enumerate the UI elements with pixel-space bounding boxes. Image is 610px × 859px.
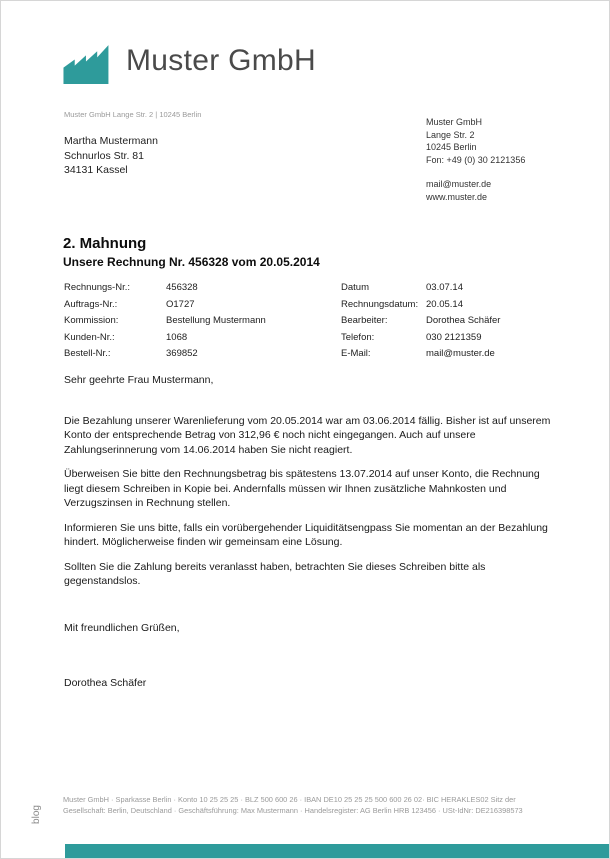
- detail-label: Bestell-Nr.:: [64, 348, 111, 359]
- details-row: [64, 282, 564, 299]
- company-logo-text: Muster GmbH: [126, 43, 316, 77]
- detail-label: Kunden-Nr.:: [64, 331, 115, 343]
- contact-city: 10245 Berlin: [426, 142, 477, 152]
- details-row: [64, 299, 564, 316]
- detail-value: 369852: [166, 348, 198, 359]
- detail-value: mail@muster.de: [426, 348, 495, 359]
- bottom-accent-bar: [65, 844, 609, 858]
- detail-label: Datum: [341, 282, 369, 293]
- detail-label: Kommission:: [64, 315, 119, 326]
- detail-value: 20.05.14: [426, 298, 463, 310]
- detail-label: E-Mail:: [341, 348, 371, 359]
- details-row: [64, 315, 564, 332]
- paragraph: Die Bezahlung unserer Warenlieferung vom 20.05.2014 war am 03.06.2014 fällig. Bisher ist auf unserem Konto der entsprechende Betrag von 312,96 € noch nicht eingegangen. Auch auf unsere Zahlungserinnerung vom 14.06.2014 haben Sie nicht reagiert.: [64, 414, 551, 456]
- recipient-city: 34131 Kassel: [64, 164, 128, 176]
- paragraph: Überweisen Sie bitte den Rechnungsbetrag bis spätestens 13.07.2014 auf unser Konto, die Rechnung liegt diesem Schreiben in Kopie bei. Andernfalls müssen wir Ihnen zusätzliche Mahnkosten und Verzugszinsen in Rechnung stellen.: [64, 468, 540, 509]
- letter-body: [64, 373, 552, 691]
- factory-logo-icon: [63, 37, 113, 84]
- details-row: [64, 348, 564, 365]
- detail-label: Auftrags-Nr.:: [64, 298, 118, 310]
- contact-email: mail@muster.de: [426, 179, 492, 189]
- company-logo: [63, 37, 316, 84]
- company-contact-block: [426, 116, 525, 203]
- invoice-details-table: [64, 282, 564, 365]
- salutation: Sehr geehrte Frau Mustermann,: [64, 374, 214, 386]
- letter-title: 2. Mahnung: [63, 235, 147, 252]
- detail-label: Bearbeiter:: [341, 315, 388, 326]
- detail-value: 030 2121359: [426, 331, 482, 343]
- closing-line: Mit freundlichen Grüßen,: [64, 621, 180, 634]
- paragraph: Informieren Sie uns bitte, falls ein vorübergehender Liquiditätsengpass Sie momentan an der Bezahlung hindert. Möglicherweise finden wir gemeinsam eine Lösung.: [64, 521, 548, 548]
- letter-subtitle: Unsere Rechnung Nr. 456328 vom 20.05.2014: [63, 255, 320, 269]
- detail-value: 1068: [166, 331, 188, 343]
- contact-street: Lange Str. 2: [426, 129, 475, 140]
- detail-value: O1727: [166, 298, 195, 310]
- contact-spacer: [426, 166, 525, 178]
- watermark-blog: blog: [30, 805, 42, 824]
- contact-phone: Fon: +49 (0) 30 2121356: [426, 154, 526, 165]
- detail-value: Dorothea Schäfer: [426, 315, 501, 326]
- signature-name: Dorothea Schäfer: [64, 677, 147, 689]
- recipient-address: [64, 134, 158, 178]
- contact-web: www.muster.de: [426, 191, 488, 202]
- detail-value: 03.07.14: [426, 282, 463, 293]
- recipient-name: Martha Mustermann: [64, 135, 158, 147]
- contact-name: Muster GmbH: [426, 117, 483, 127]
- detail-value: Bestellung Mustermann: [166, 315, 266, 326]
- letter-footer: Muster GmbH · Sparkasse Berlin · Konto 10 25 25 25 · BLZ 500 600 26 · IBAN DE10 25 25 25 500 600 26 02· BIC HERAKLES02 Sitz der Gesellschaft: Berlin, Deutschland · Geschäftsführung: Max Mustermann · Handelsregister: AG Berlin HRB 123456 · USt-IdNr: DE216398573: [63, 795, 523, 815]
- detail-label: Telefon:: [341, 331, 375, 343]
- recipient-street: Schnurlos Str. 81: [64, 149, 144, 162]
- letter-heading: [63, 235, 320, 269]
- detail-label: Rechnungs-Nr.:: [64, 282, 131, 293]
- sender-line: Muster GmbH Lange Str. 2 | 10245 Berlin: [64, 110, 202, 119]
- details-row: [64, 332, 564, 349]
- detail-value: 456328: [166, 282, 198, 293]
- detail-label: Rechnungsdatum:: [341, 298, 419, 310]
- paragraph: Sollten Sie die Zahlung bereits veranlasst haben, betrachten Sie dieses Schreiben bitte als gegenstandslos.: [64, 560, 486, 587]
